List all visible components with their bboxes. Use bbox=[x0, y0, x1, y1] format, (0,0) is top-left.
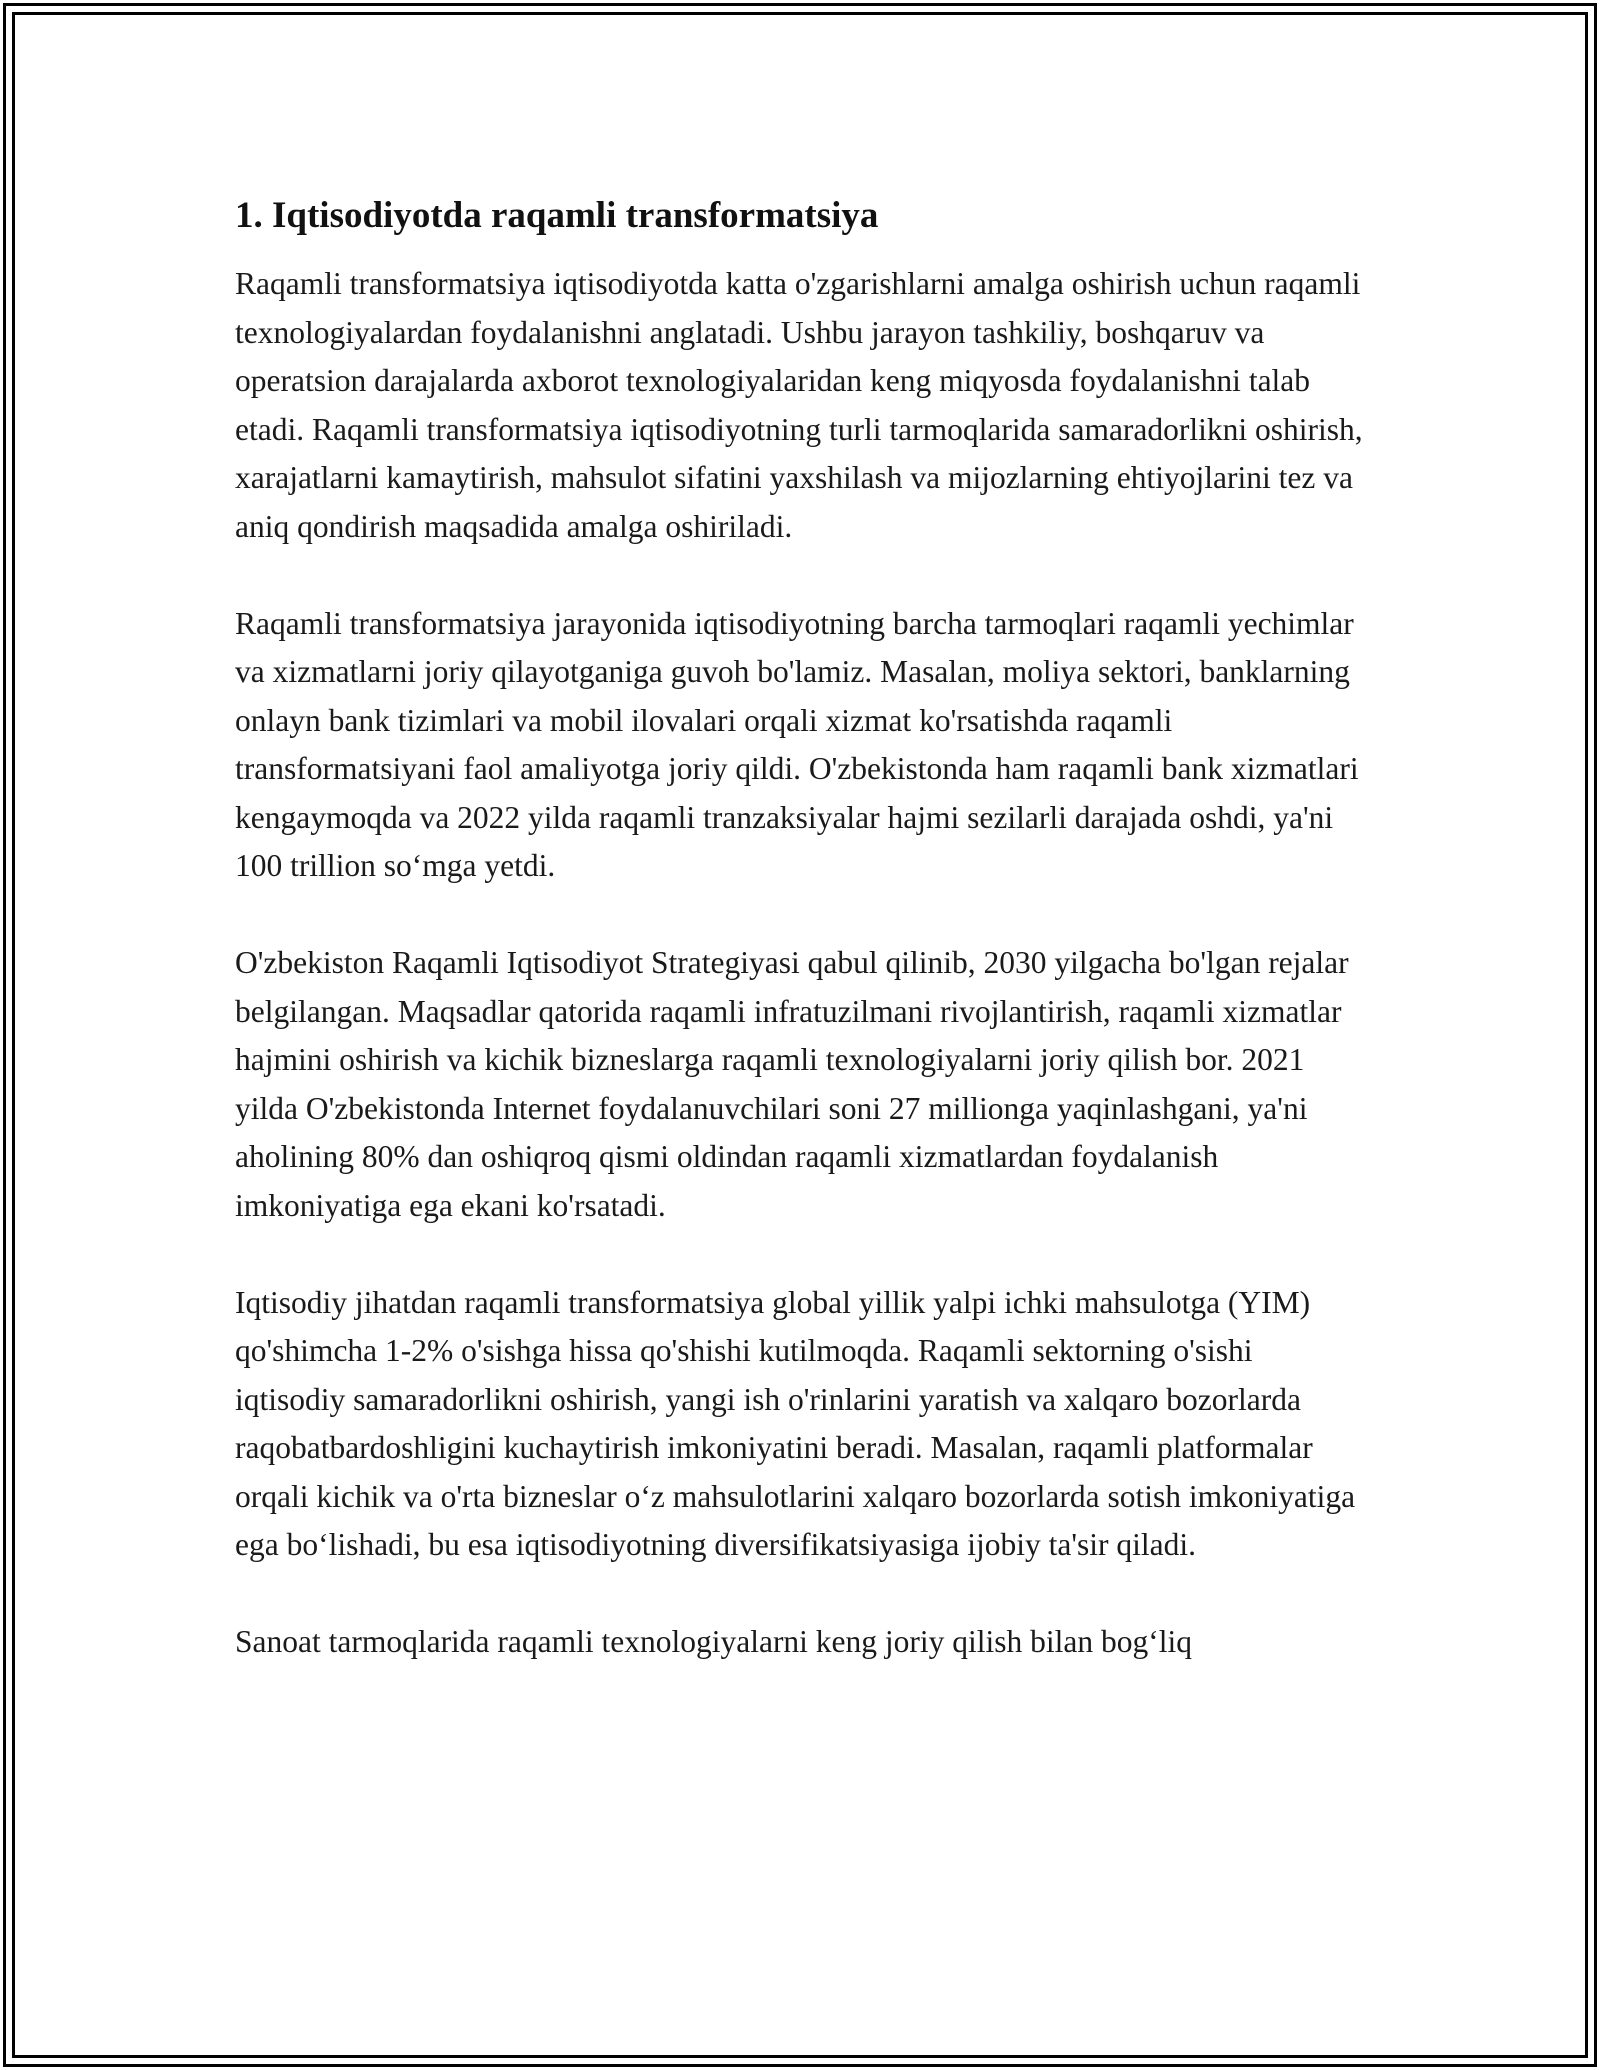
paragraph-5: Sanoat tarmoqlarida raqamli texnologiyalarni keng joriy qilish bilan bog‘liq bbox=[235, 1624, 1193, 1659]
paragraph-2: Raqamli transformatsiya jarayonida iqtisodiyotning barcha tarmoqlari raqamli yechimlar va xizmatlarni joriy qilayotganiga guvoh bo'lamiz. Masalan, moliya sektori, banklarning onlayn bank tizimlari va mobil ilovalari orqali xizmat ko'rsatishda raqamli transformatsiyani faol amaliyotga joriy qildi. O'zbekistonda ham raqamli bank xizmatlari kengaymoqda va 2022 yilda raqamli tranzaksiyalar hajmi sezilarli darajada oshdi, ya'ni 100 trillion so‘mga yetdi. bbox=[235, 605, 1359, 883]
paragraph-1: Raqamli transformatsiya iqtisodiyotda katta o'zgarishlarni amalga oshirish uchun raqamli texnologiyalardan foydalanishni anglatadi. Ushbu jarayon tashkiliy, boshqaruv va operatsion darajalarda axborot texnologiyalaridan keng miqyosda foydalanishni talab etadi. Raqamli transformatsiya iqtisodiyotning turli tarmoqlarida samaradorlikni oshirish, xarajatlarni kamaytirish, mahsulot sifatini yaxshilash va mijozlarning ehtiyojlarini tez va aniq qondirish maqsadida amalga oshiriladi. bbox=[235, 266, 1363, 544]
paragraph-4: Iqtisodiy jihatdan raqamli transformatsiya global yillik yalpi ichki mahsulotga (YIM) qo'shimcha 1-2% o'sishga hissa qo'shishi kutilmoqda. Raqamli sektorning o'sishi iqtisodiy samaradorlikni oshirish, yangi ish o'rinlarini yaratish va xalqaro bozorlarda raqobatbardoshligini kuchaytirish imkoniyatini beradi. Masalan, raqamli platformalar orqali kichik va o'rta bizneslar o‘z mahsulotlarini xalqaro bozorlarda sotish imkoniyatiga ega bo‘lishadi, bu esa iqtisodiyotning diversifikatsiyasiga ijobiy ta'sir qiladi. bbox=[235, 1284, 1356, 1562]
document-body bbox=[235, 190, 1365, 1667]
paragraph-3: O'zbekiston Raqamli Iqtisodiyot Strategiyasi qabul qilinib, 2030 yilgacha bo'lgan rejalar belgilangan. Maqsadlar qatorida raqamli infratuzilmani rivojlantirish, raqamli xizmatlar hajmini oshirish va kichik bizneslarga raqamli texnologiyalarni joriy qilish bor. 2021 yilda O'zbekistonda Internet foydalanuvchilari soni 27 millionga yaqinlashgani, ya'ni aholining 80% dan oshiqroq qismi oldindan raqamli xizmatlardan foydalanish imkoniyatiga ega ekani ko'rsatadi. bbox=[235, 945, 1349, 1223]
section-heading: 1. Iqtisodiyotda raqamli transformatsiya bbox=[235, 195, 879, 236]
